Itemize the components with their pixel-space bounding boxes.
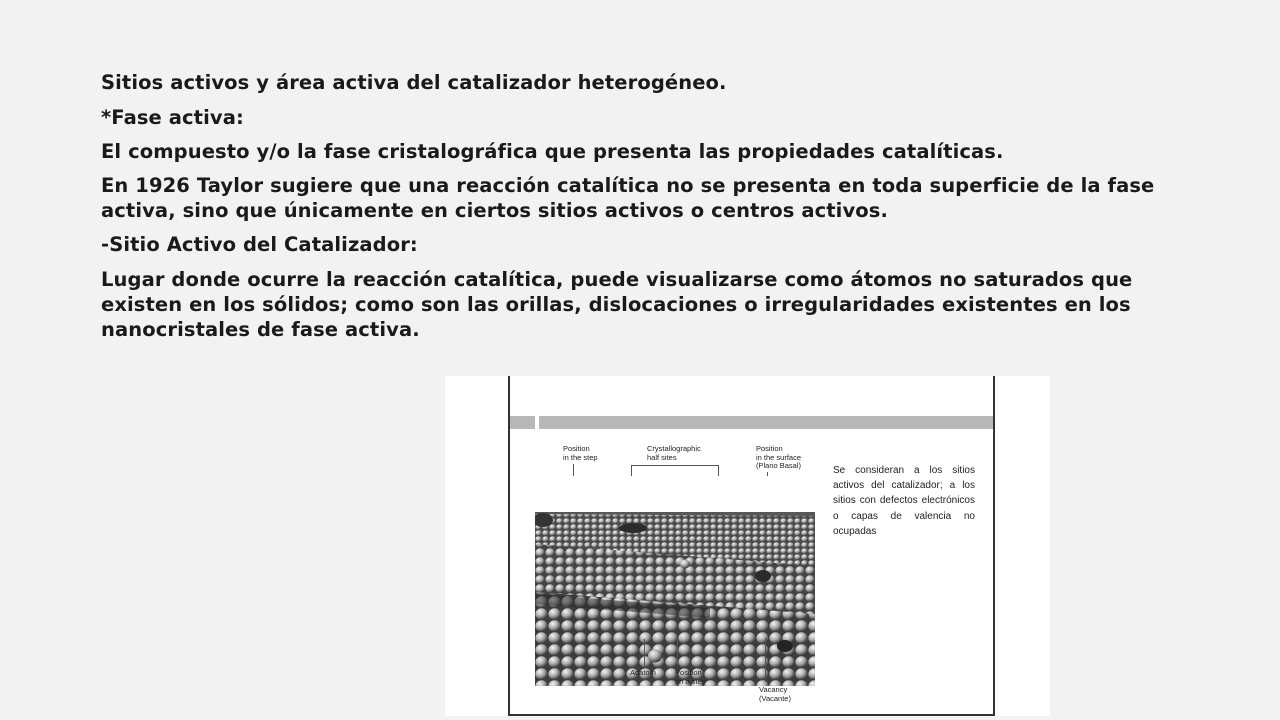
pointer-adatom <box>644 639 645 666</box>
figure-callout-text: Se consideran a los sitios activos del catalizador; a los sitios con defectos electrónicos o capas de valencia no ocupadas <box>833 465 975 537</box>
atomic-surface-illustration <box>535 476 815 686</box>
label-position-on-step: Position on a step <box>675 668 706 686</box>
sitio-activo-heading: -Sitio Activo del Catalizador: <box>101 233 418 256</box>
figure-header-bar-small <box>510 416 535 429</box>
taylor-paragraph: En 1926 Taylor sugiere que una reacción catalítica no se presenta en toda superficie de la fase activa, sino que únicamente en ciertos sitios activos o centros activos. <box>101 174 1155 222</box>
label-crystallographic-half-sites: Crystallographic half sites <box>647 444 701 462</box>
pointer-half-sites-bar <box>631 465 719 466</box>
slide-title: Sitios activos y área activa del catalizador heterogéneo. <box>101 71 727 94</box>
label-position-surface: Position in the surface (Plano Basal) <box>756 444 802 470</box>
lugar-paragraph: Lugar donde ocurre la reacción catalítica, puede visualizarse como átomos no saturados que existen en los sólidos; como son las orillas, dislocaciones o irregularidades existentes en los nanocristales de fase activa. <box>101 268 1133 341</box>
fase-activa-heading: *Fase activa: <box>101 106 244 129</box>
crystal-surface-figure <box>445 376 1050 716</box>
figure-header-bar <box>539 416 993 429</box>
pointer-on-step <box>677 638 678 665</box>
fase-activa-definition: El compuesto y/o la fase cristalográfica que presenta las propiedades catalíticas. <box>101 140 1004 163</box>
figure-frame-right <box>993 376 995 716</box>
pointer-vacancy <box>765 638 766 682</box>
slide-text <box>101 70 1171 342</box>
figure-frame-bottom <box>508 714 995 716</box>
atomic-spheres-svg <box>535 476 815 686</box>
label-adatom: Adatom <box>630 668 656 677</box>
label-vacancy: Vacancy (Vacante) <box>759 685 791 703</box>
label-position-step: Position in the step <box>563 444 598 462</box>
